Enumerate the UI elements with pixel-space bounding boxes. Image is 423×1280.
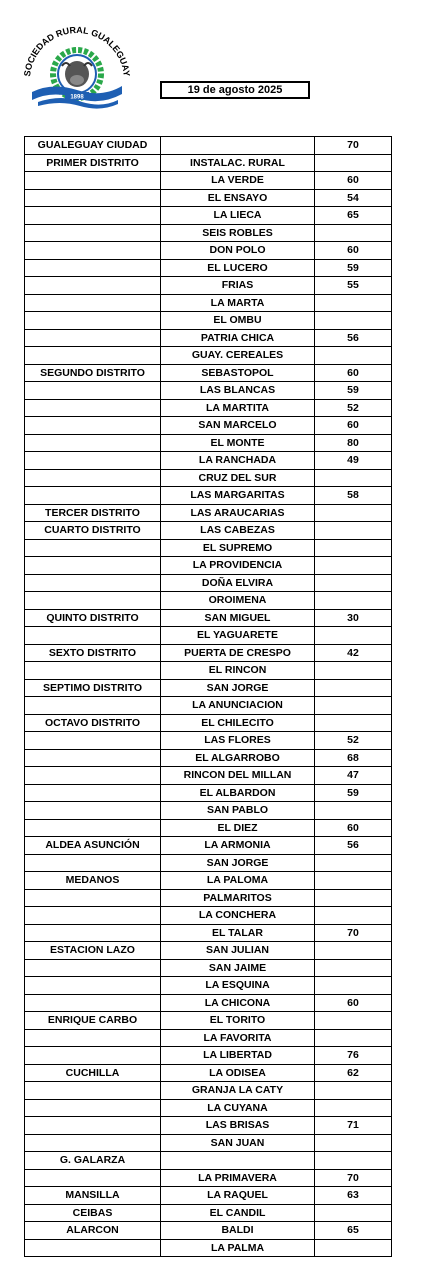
district-cell xyxy=(25,1169,161,1187)
value-cell: 60 xyxy=(315,172,392,190)
table-row xyxy=(25,697,392,715)
district-cell xyxy=(25,819,161,837)
table-row xyxy=(25,434,392,452)
value-cell: 65 xyxy=(315,1222,392,1240)
district-cell xyxy=(25,277,161,295)
place-cell: LA VERDE xyxy=(161,172,315,190)
district-cell xyxy=(25,697,161,715)
district-cell: CUCHILLA xyxy=(25,1064,161,1082)
district-cell: PRIMER DISTRITO xyxy=(25,154,161,172)
district-cell xyxy=(25,627,161,645)
value-cell xyxy=(315,907,392,925)
place-cell: PATRIA CHICA xyxy=(161,329,315,347)
value-cell: 60 xyxy=(315,417,392,435)
value-cell: 60 xyxy=(315,994,392,1012)
table-row xyxy=(25,872,392,890)
value-cell xyxy=(315,942,392,960)
place-cell: LAS BRISAS xyxy=(161,1117,315,1135)
place-cell: DON POLO xyxy=(161,242,315,260)
district-cell xyxy=(25,242,161,260)
value-cell xyxy=(315,224,392,242)
district-cell xyxy=(25,994,161,1012)
value-cell xyxy=(315,627,392,645)
value-cell: 80 xyxy=(315,434,392,452)
table-row xyxy=(25,574,392,592)
place-cell: LA CUYANA xyxy=(161,1099,315,1117)
table-row xyxy=(25,959,392,977)
district-cell xyxy=(25,574,161,592)
value-cell xyxy=(315,1099,392,1117)
table-row xyxy=(25,347,392,365)
place-cell: LA PALMA xyxy=(161,1239,315,1257)
place-cell: SAN JORGE xyxy=(161,679,315,697)
value-cell: 60 xyxy=(315,819,392,837)
table-row xyxy=(25,837,392,855)
district-cell xyxy=(25,1029,161,1047)
place-cell: FRIAS xyxy=(161,277,315,295)
table-row xyxy=(25,1187,392,1205)
district-cell xyxy=(25,924,161,942)
value-cell: 52 xyxy=(315,399,392,417)
value-cell xyxy=(315,889,392,907)
logo-text: SOCIEDAD RURAL GUALEGUAY xyxy=(22,24,132,77)
table-row xyxy=(25,644,392,662)
value-cell: 60 xyxy=(315,242,392,260)
value-cell: 76 xyxy=(315,1047,392,1065)
value-cell: 56 xyxy=(315,837,392,855)
place-cell: LAS ARAUCARIAS xyxy=(161,504,315,522)
district-cell xyxy=(25,382,161,400)
value-cell xyxy=(315,662,392,680)
place-cell: EL OMBU xyxy=(161,312,315,330)
table-row xyxy=(25,294,392,312)
table-row xyxy=(25,399,392,417)
district-cell xyxy=(25,662,161,680)
district-cell xyxy=(25,749,161,767)
value-cell: 71 xyxy=(315,1117,392,1135)
district-cell xyxy=(25,889,161,907)
value-cell xyxy=(315,679,392,697)
place-cell: EL LUCERO xyxy=(161,259,315,277)
value-cell: 47 xyxy=(315,767,392,785)
district-cell: CUARTO DISTRITO xyxy=(25,522,161,540)
table-row xyxy=(25,1064,392,1082)
district-cell: ENRIQUE CARBO xyxy=(25,1012,161,1030)
district-cell xyxy=(25,907,161,925)
logo-year: 1898 xyxy=(70,94,84,101)
place-cell: LA RANCHADA xyxy=(161,452,315,470)
district-cell: CEIBAS xyxy=(25,1204,161,1222)
value-cell: 60 xyxy=(315,364,392,382)
district-cell xyxy=(25,172,161,190)
value-cell: 30 xyxy=(315,609,392,627)
place-cell: EL ALBARDON xyxy=(161,784,315,802)
place-cell: RINCON DEL MILLAN xyxy=(161,767,315,785)
table-row xyxy=(25,819,392,837)
table-row xyxy=(25,259,392,277)
district-cell: ALDEA ASUNCIÓN xyxy=(25,837,161,855)
place-cell: LAS FLORES xyxy=(161,732,315,750)
table-row xyxy=(25,592,392,610)
value-cell: 70 xyxy=(315,924,392,942)
district-cell xyxy=(25,1047,161,1065)
table-row xyxy=(25,977,392,995)
place-cell: PUERTA DE CRESPO xyxy=(161,644,315,662)
table-row xyxy=(25,487,392,505)
value-cell: 65 xyxy=(315,207,392,225)
value-cell: 70 xyxy=(315,1169,392,1187)
table-row xyxy=(25,224,392,242)
place-cell: GRANJA LA CATY xyxy=(161,1082,315,1100)
table-row xyxy=(25,1047,392,1065)
sociedad-rural-logo xyxy=(22,22,132,112)
place-cell: SAN MIGUEL xyxy=(161,609,315,627)
value-cell xyxy=(315,557,392,575)
place-cell: GUAY. CEREALES xyxy=(161,347,315,365)
value-cell xyxy=(315,347,392,365)
table-row xyxy=(25,417,392,435)
place-cell: LA MARTA xyxy=(161,294,315,312)
district-cell: GUALEGUAY CIUDAD xyxy=(25,137,161,155)
place-cell: EL CHILECITO xyxy=(161,714,315,732)
place-cell: LA CONCHERA xyxy=(161,907,315,925)
table-row xyxy=(25,329,392,347)
place-cell: LA LIECA xyxy=(161,207,315,225)
district-cell xyxy=(25,259,161,277)
district-cell xyxy=(25,1134,161,1152)
table-row xyxy=(25,312,392,330)
table-row xyxy=(25,469,392,487)
value-cell xyxy=(315,469,392,487)
place-cell: SAN JULIAN xyxy=(161,942,315,960)
table-row xyxy=(25,154,392,172)
table-row xyxy=(25,1082,392,1100)
district-cell xyxy=(25,207,161,225)
place-cell: EL TORITO xyxy=(161,1012,315,1030)
place-cell: LA PRIMAVERA xyxy=(161,1169,315,1187)
value-cell xyxy=(315,1012,392,1030)
table-row xyxy=(25,364,392,382)
place-cell: EL ALGARROBO xyxy=(161,749,315,767)
place-cell: EL YAGUARETE xyxy=(161,627,315,645)
table-row xyxy=(25,784,392,802)
value-cell: 58 xyxy=(315,487,392,505)
place-cell: LAS BLANCAS xyxy=(161,382,315,400)
table-row xyxy=(25,1204,392,1222)
district-cell: OCTAVO DISTRITO xyxy=(25,714,161,732)
district-cell xyxy=(25,417,161,435)
value-cell: 42 xyxy=(315,644,392,662)
value-cell xyxy=(315,854,392,872)
place-cell: EL MONTE xyxy=(161,434,315,452)
table-row xyxy=(25,749,392,767)
district-cell xyxy=(25,1239,161,1257)
place-cell: PALMARITOS xyxy=(161,889,315,907)
place-cell: SEIS ROBLES xyxy=(161,224,315,242)
district-cell: MANSILLA xyxy=(25,1187,161,1205)
value-cell: 63 xyxy=(315,1187,392,1205)
table-row xyxy=(25,714,392,732)
table-row xyxy=(25,452,392,470)
district-cell: ALARCON xyxy=(25,1222,161,1240)
district-cell xyxy=(25,784,161,802)
value-cell: 70 xyxy=(315,137,392,155)
district-cell xyxy=(25,224,161,242)
place-cell: LAS MARGARITAS xyxy=(161,487,315,505)
value-cell xyxy=(315,592,392,610)
district-cell xyxy=(25,1082,161,1100)
table-row xyxy=(25,1239,392,1257)
table-row xyxy=(25,172,392,190)
place-cell: SAN PABLO xyxy=(161,802,315,820)
table-row xyxy=(25,207,392,225)
value-cell xyxy=(315,697,392,715)
place-cell: LA LIBERTAD xyxy=(161,1047,315,1065)
district-cell xyxy=(25,452,161,470)
value-cell: 59 xyxy=(315,259,392,277)
table-row xyxy=(25,277,392,295)
value-cell xyxy=(315,1204,392,1222)
value-cell: 49 xyxy=(315,452,392,470)
table-row xyxy=(25,1134,392,1152)
table-row xyxy=(25,942,392,960)
table-row xyxy=(25,924,392,942)
place-cell: OROIMENA xyxy=(161,592,315,610)
place-cell: LA ARMONIA xyxy=(161,837,315,855)
table-row xyxy=(25,609,392,627)
place-cell: SAN JORGE xyxy=(161,854,315,872)
table-row xyxy=(25,522,392,540)
table-row xyxy=(25,539,392,557)
place-cell: EL SUPREMO xyxy=(161,539,315,557)
value-cell: 55 xyxy=(315,277,392,295)
district-cell: SEPTIMO DISTRITO xyxy=(25,679,161,697)
value-cell xyxy=(315,522,392,540)
place-cell: LA RAQUEL xyxy=(161,1187,315,1205)
table-row xyxy=(25,1117,392,1135)
table-row xyxy=(25,1169,392,1187)
place-cell: LA PALOMA xyxy=(161,872,315,890)
table-row xyxy=(25,1029,392,1047)
district-cell xyxy=(25,1117,161,1135)
value-cell: 59 xyxy=(315,784,392,802)
table-row xyxy=(25,767,392,785)
table-row xyxy=(25,1152,392,1170)
report-date: 19 de agosto 2025 xyxy=(160,81,310,99)
table-row xyxy=(25,137,392,155)
table-row xyxy=(25,504,392,522)
district-cell xyxy=(25,329,161,347)
place-cell xyxy=(161,137,315,155)
district-cell: G. GALARZA xyxy=(25,1152,161,1170)
district-cell: ESTACION LAZO xyxy=(25,942,161,960)
value-cell xyxy=(315,802,392,820)
value-cell xyxy=(315,1134,392,1152)
value-cell xyxy=(315,1239,392,1257)
district-cell xyxy=(25,469,161,487)
value-cell xyxy=(315,312,392,330)
value-cell xyxy=(315,539,392,557)
district-cell xyxy=(25,767,161,785)
place-cell: EL DIEZ xyxy=(161,819,315,837)
district-cell xyxy=(25,399,161,417)
district-cell xyxy=(25,312,161,330)
table-row xyxy=(25,679,392,697)
place-cell: LA CHICONA xyxy=(161,994,315,1012)
place-cell: LA ESQUINA xyxy=(161,977,315,995)
place-cell: LA MARTITA xyxy=(161,399,315,417)
place-cell: CRUZ DEL SUR xyxy=(161,469,315,487)
place-cell: EL CANDIL xyxy=(161,1204,315,1222)
place-cell: EL ENSAYO xyxy=(161,189,315,207)
place-cell: LAS CABEZAS xyxy=(161,522,315,540)
table-row xyxy=(25,1099,392,1117)
value-cell xyxy=(315,294,392,312)
district-cell xyxy=(25,294,161,312)
place-cell: LA ANUNCIACION xyxy=(161,697,315,715)
value-cell xyxy=(315,872,392,890)
table-row xyxy=(25,189,392,207)
district-cell xyxy=(25,557,161,575)
value-cell xyxy=(315,154,392,172)
place-cell: DOÑA ELVIRA xyxy=(161,574,315,592)
place-cell: LA PROVIDENCIA xyxy=(161,557,315,575)
district-cell: SEGUNDO DISTRITO xyxy=(25,364,161,382)
district-cell xyxy=(25,592,161,610)
district-cell: TERCER DISTRITO xyxy=(25,504,161,522)
table-row xyxy=(25,242,392,260)
district-cell xyxy=(25,977,161,995)
value-cell: 54 xyxy=(315,189,392,207)
district-cell xyxy=(25,802,161,820)
value-cell: 56 xyxy=(315,329,392,347)
place-cell: SAN JAIME xyxy=(161,959,315,977)
district-cell xyxy=(25,347,161,365)
value-cell xyxy=(315,574,392,592)
district-cell xyxy=(25,539,161,557)
table-row xyxy=(25,907,392,925)
district-cell: SEXTO DISTRITO xyxy=(25,644,161,662)
district-cell xyxy=(25,959,161,977)
place-cell: INSTALAC. RURAL xyxy=(161,154,315,172)
place-cell: LA FAVORITA xyxy=(161,1029,315,1047)
value-cell: 68 xyxy=(315,749,392,767)
table-row xyxy=(25,802,392,820)
value-cell xyxy=(315,714,392,732)
table-row xyxy=(25,1222,392,1240)
district-cell xyxy=(25,189,161,207)
district-cell: MEDANOS xyxy=(25,872,161,890)
table-row xyxy=(25,732,392,750)
value-cell: 62 xyxy=(315,1064,392,1082)
value-cell xyxy=(315,504,392,522)
value-cell xyxy=(315,977,392,995)
value-cell xyxy=(315,1082,392,1100)
value-cell: 59 xyxy=(315,382,392,400)
table-row xyxy=(25,994,392,1012)
table-row xyxy=(25,662,392,680)
table-row xyxy=(25,382,392,400)
table-row xyxy=(25,1012,392,1030)
district-cell xyxy=(25,1099,161,1117)
district-cell xyxy=(25,434,161,452)
place-cell: LA ODISEA xyxy=(161,1064,315,1082)
table-row xyxy=(25,627,392,645)
value-cell xyxy=(315,959,392,977)
value-cell xyxy=(315,1152,392,1170)
value-cell xyxy=(315,1029,392,1047)
place-cell: EL TALAR xyxy=(161,924,315,942)
value-cell: 52 xyxy=(315,732,392,750)
table-row xyxy=(25,854,392,872)
district-cell: QUINTO DISTRITO xyxy=(25,609,161,627)
table-row xyxy=(25,557,392,575)
table-row xyxy=(25,889,392,907)
district-cell xyxy=(25,487,161,505)
place-cell: EL RINCON xyxy=(161,662,315,680)
place-cell: SAN MARCELO xyxy=(161,417,315,435)
place-cell: BALDI xyxy=(161,1222,315,1240)
place-cell: SAN JUAN xyxy=(161,1134,315,1152)
district-cell xyxy=(25,854,161,872)
place-cell: SEBASTOPOL xyxy=(161,364,315,382)
rainfall-table xyxy=(24,136,392,1257)
place-cell xyxy=(161,1152,315,1170)
district-cell xyxy=(25,732,161,750)
